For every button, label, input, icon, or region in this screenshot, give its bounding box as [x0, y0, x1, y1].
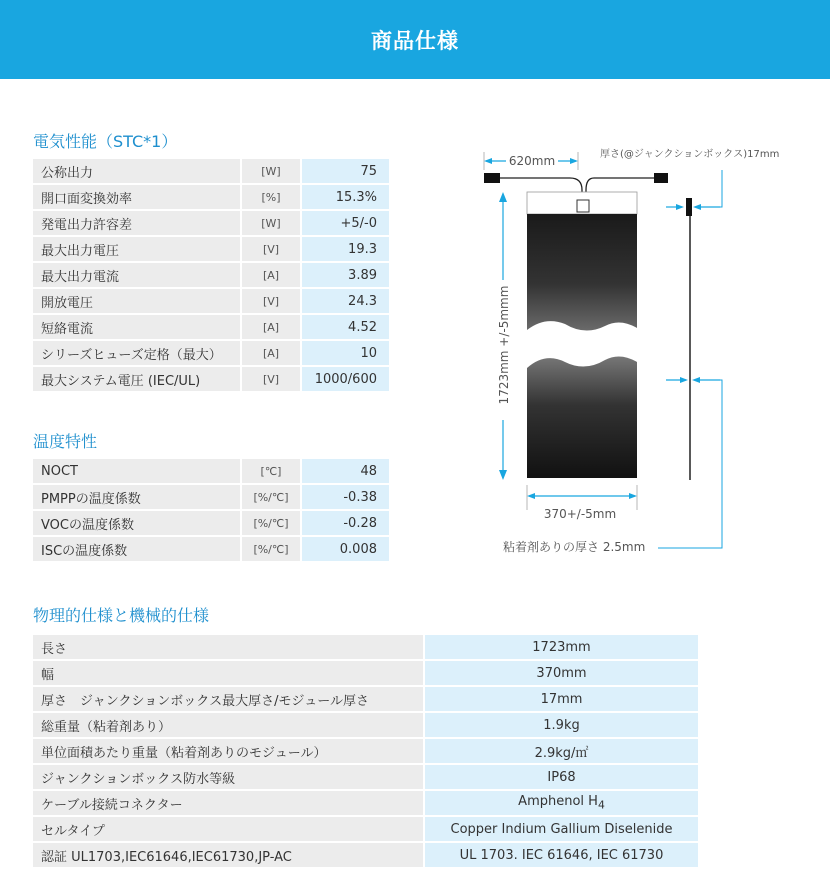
- row-label: 単位面積あたり重量（粘着剤ありのモジュール）: [33, 739, 423, 763]
- row-unit: [A]: [242, 341, 300, 365]
- cable-width-label: 620mm: [508, 154, 556, 168]
- table-row: [33, 661, 698, 685]
- row-value: 1000/600: [302, 367, 389, 391]
- row-value-text: Copper Indium Gallium Diselenide: [450, 821, 673, 837]
- row-label: ISCの温度係数: [33, 537, 240, 561]
- row-unit: [℃]: [242, 459, 300, 483]
- row-unit: [V]: [242, 367, 300, 391]
- row-unit: [A]: [242, 263, 300, 287]
- row-label: VOCの温度係数: [33, 511, 240, 535]
- width-label: 370+/-5mm: [543, 507, 617, 521]
- row-value: 15.3%: [302, 185, 389, 209]
- table-row: [33, 739, 698, 763]
- row-label: 発電出力許容差: [33, 211, 240, 235]
- table-row: [33, 713, 698, 737]
- row-value: 0.008: [302, 537, 389, 561]
- row-label: NOCT: [33, 459, 240, 483]
- row-unit: [%]: [242, 185, 300, 209]
- row-value: -0.38: [302, 485, 389, 509]
- row-value-text: IP68: [547, 769, 576, 785]
- table-row: [33, 341, 389, 365]
- row-value: [425, 765, 698, 789]
- row-label: 最大出力電圧: [33, 237, 240, 261]
- table-row: [33, 843, 698, 867]
- row-value: [425, 739, 698, 763]
- row-value-subscript: 4: [597, 798, 605, 812]
- panel-lower-section: [527, 356, 637, 478]
- row-label: 公称出力: [33, 159, 240, 183]
- row-unit: [%/℃]: [242, 537, 300, 561]
- row-value-text: Amphenol H: [518, 794, 598, 810]
- row-value: [425, 791, 698, 815]
- row-value: [425, 817, 698, 841]
- side-junction-box-icon: [686, 198, 692, 216]
- table-row: [33, 459, 389, 483]
- temperature-table: [33, 457, 389, 563]
- row-label: 最大出力電流: [33, 263, 240, 287]
- physical-section-title: 物理的仕様と機械的仕様: [33, 606, 210, 625]
- table-row: [33, 185, 389, 209]
- row-value: 75: [302, 159, 389, 183]
- row-value: 3.89: [302, 263, 389, 287]
- row-value: [425, 843, 698, 867]
- row-label: シリーズヒューズ定格（最大）: [33, 341, 240, 365]
- row-label: ジャンクションボックス防水等級: [33, 765, 423, 789]
- table-row: [33, 485, 389, 509]
- row-value: 10: [302, 341, 389, 365]
- row-value: 24.3: [302, 289, 389, 313]
- row-unit: [V]: [242, 237, 300, 261]
- row-label: PMPPの温度係数: [33, 485, 240, 509]
- panel-upper-section: [527, 214, 637, 331]
- table-row: [33, 211, 389, 235]
- table-row: [33, 315, 389, 339]
- row-value: +5/-0: [302, 211, 389, 235]
- physical-table: [33, 633, 698, 869]
- table-row: [33, 367, 389, 391]
- row-label: 幅: [33, 661, 423, 685]
- row-value: [425, 635, 698, 659]
- table-row: [33, 289, 389, 313]
- row-label: 短絡電流: [33, 315, 240, 339]
- side-profile: [658, 170, 722, 548]
- row-value: 19.3: [302, 237, 389, 261]
- adhesive-thickness-label: 粘着剤ありの厚さ 2.5mm: [503, 540, 646, 554]
- table-row: [33, 237, 389, 261]
- temperature-section-title: 温度特性: [33, 432, 98, 451]
- table-row: [33, 537, 389, 561]
- row-value: 4.52: [302, 315, 389, 339]
- electrical-table: [33, 157, 389, 393]
- row-label: ケーブル接続コネクター: [33, 791, 423, 815]
- row-value-text: 2.9kg/㎡: [534, 745, 589, 761]
- connector-right-icon: [654, 173, 668, 183]
- page-title: 商品仕様: [371, 28, 459, 53]
- table-row: [33, 635, 698, 659]
- row-label: 開放電圧: [33, 289, 240, 313]
- table-row: [33, 817, 698, 841]
- electrical-section-title: 電気性能（STC*1）: [33, 132, 178, 151]
- row-value: [425, 687, 698, 711]
- table-row: [33, 159, 389, 183]
- row-unit: [W]: [242, 159, 300, 183]
- row-label: 総重量（粘着剤あり）: [33, 713, 423, 737]
- row-label: 長さ: [33, 635, 423, 659]
- row-unit: [%/℃]: [242, 485, 300, 509]
- row-value: [425, 713, 698, 737]
- table-row: [33, 791, 698, 815]
- row-label: 最大システム電圧 (IEC/UL): [33, 367, 240, 391]
- table-row: [33, 765, 698, 789]
- row-value: 48: [302, 459, 389, 483]
- row-value: [425, 661, 698, 685]
- connector-left-icon: [484, 173, 500, 183]
- row-unit: [W]: [242, 211, 300, 235]
- thickness-label: 厚さ(@ジャンクションボックス)17mm: [600, 149, 780, 160]
- header-banner: [0, 0, 830, 79]
- table-row: [33, 687, 698, 711]
- row-label: 認証 UL1703,IEC61646,IEC61730,JP-AC: [33, 843, 423, 867]
- table-row: [33, 263, 389, 287]
- row-label: 開口面変換効率: [33, 185, 240, 209]
- module-diagram: [470, 140, 830, 560]
- row-label: 厚さ ジャンクションボックス最大厚さ/モジュール厚さ: [33, 687, 423, 711]
- row-value-text: 17mm: [540, 691, 583, 707]
- row-value-text: 1.9kg: [543, 717, 580, 733]
- table-row: [33, 511, 389, 535]
- row-unit: [%/℃]: [242, 511, 300, 535]
- junction-box-icon: [577, 200, 589, 212]
- row-unit: [V]: [242, 289, 300, 313]
- row-value: -0.28: [302, 511, 389, 535]
- row-unit: [A]: [242, 315, 300, 339]
- row-value-text: 370mm: [536, 665, 587, 681]
- row-value-text: 1723mm: [532, 639, 591, 655]
- row-value-text: UL 1703. IEC 61646, IEC 61730: [459, 847, 664, 863]
- row-label: セルタイプ: [33, 817, 423, 841]
- length-label: 1723mm +/-5mmm: [497, 285, 511, 405]
